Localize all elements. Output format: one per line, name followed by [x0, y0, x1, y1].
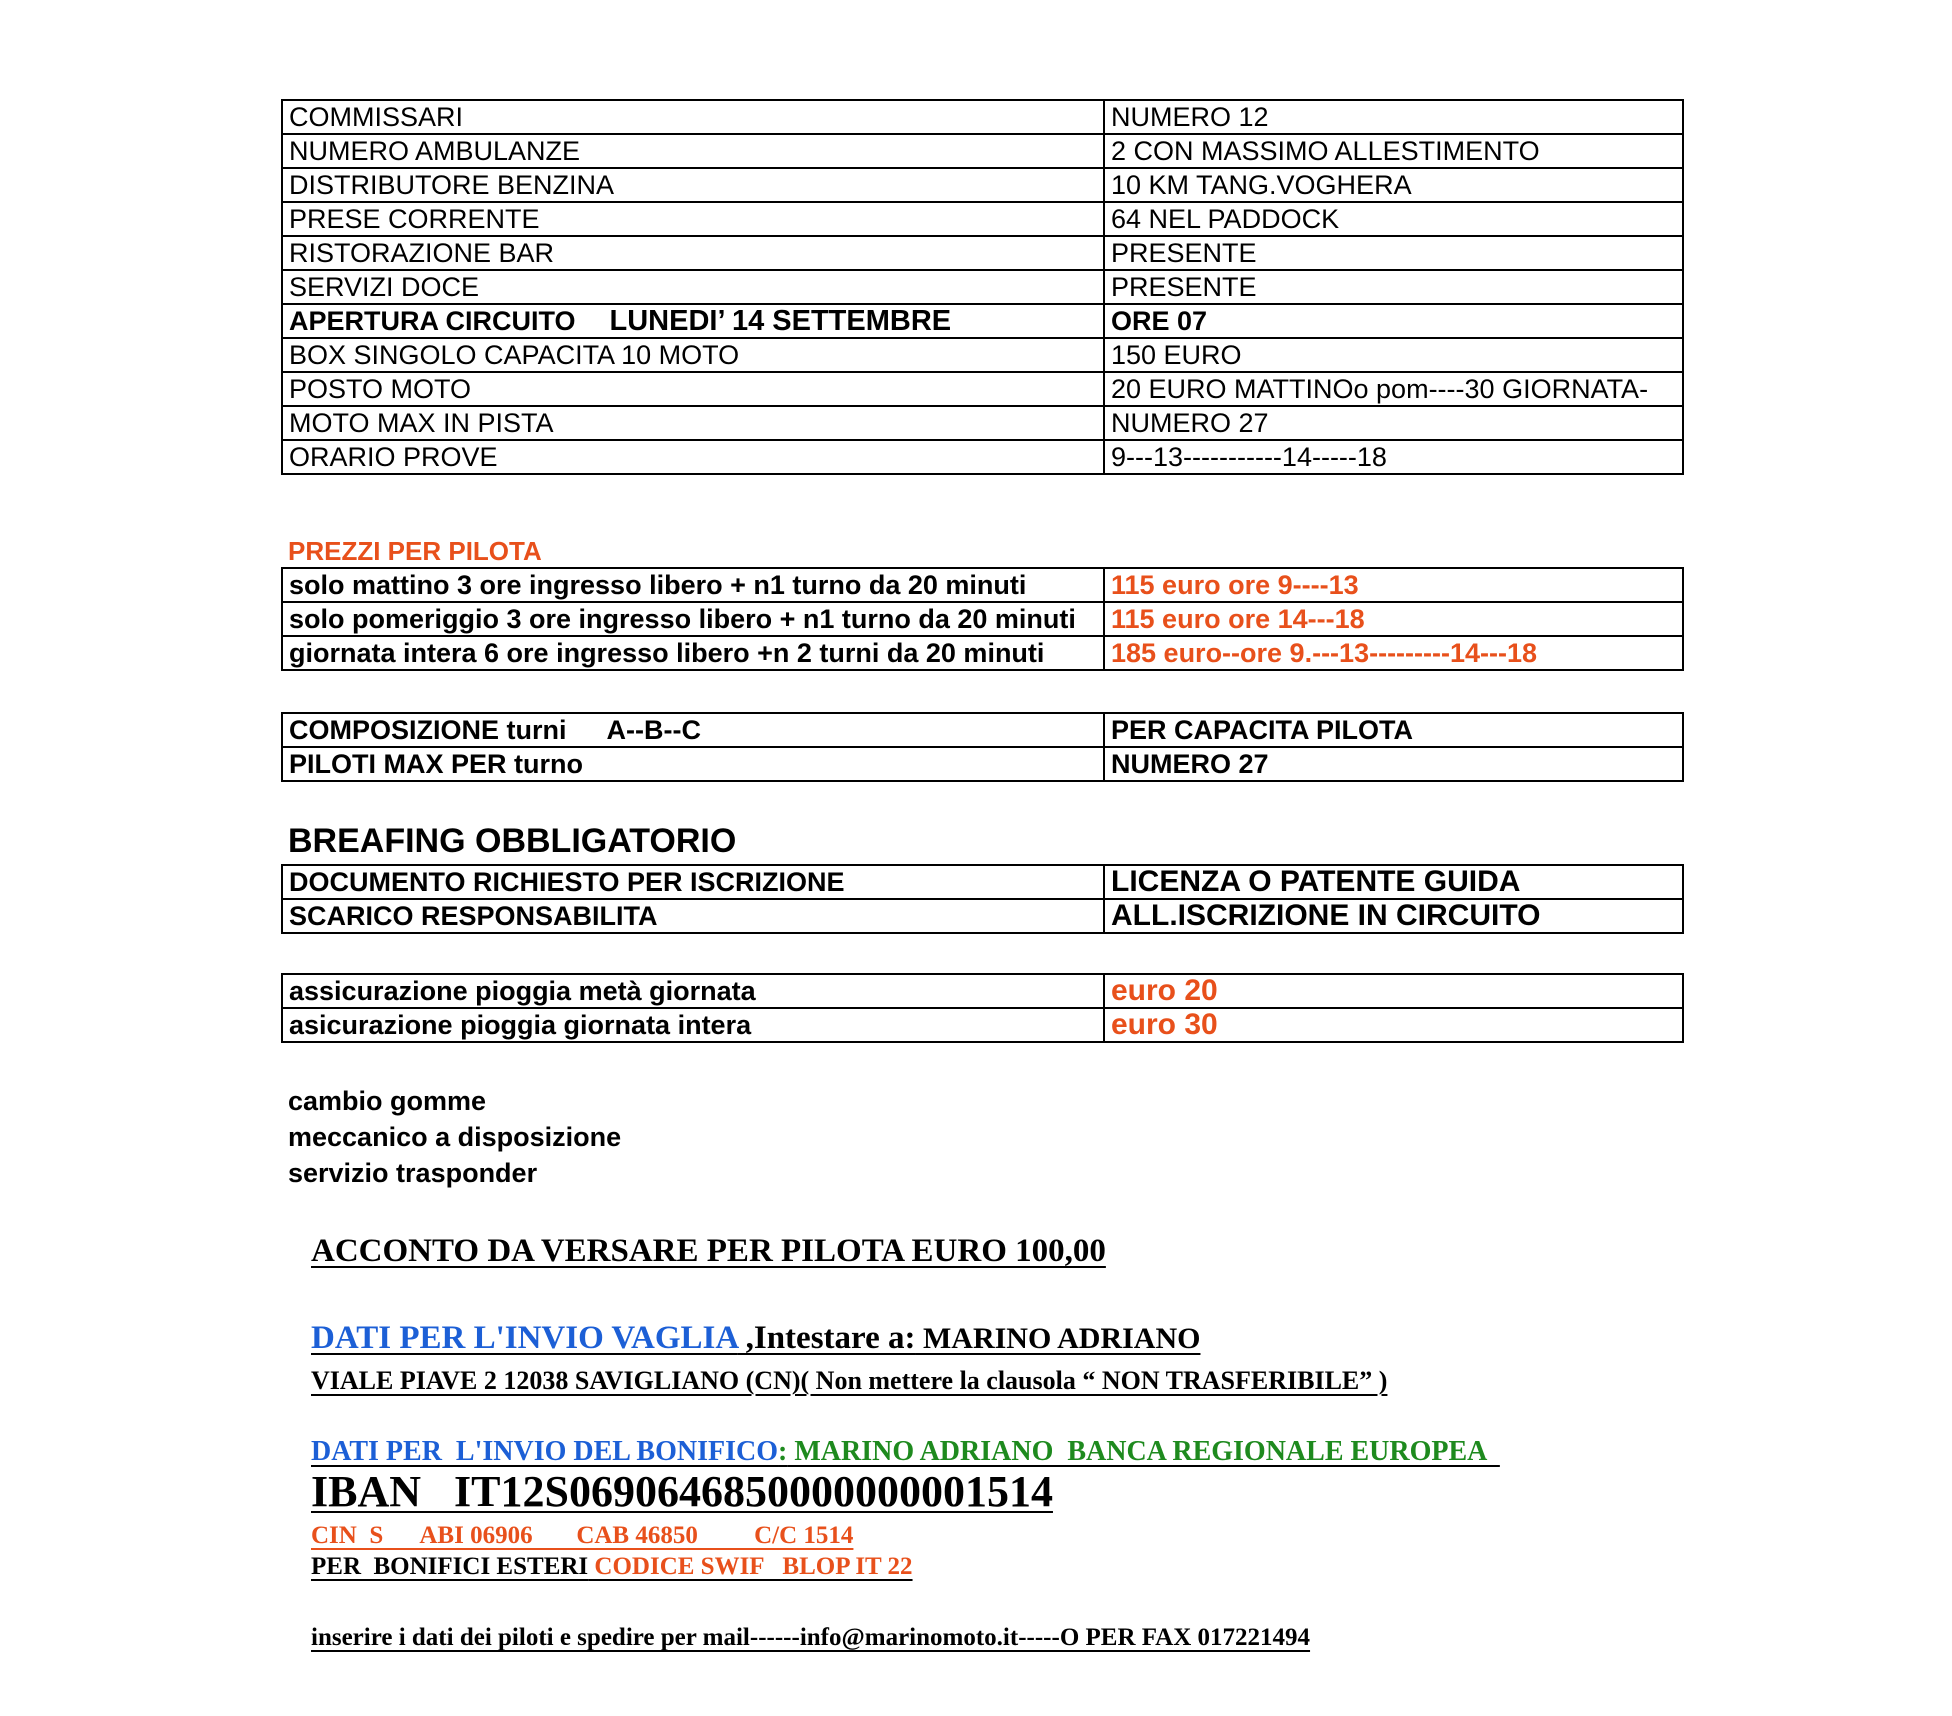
table-row [282, 899, 1683, 933]
vaglia-title: DATI PER L'INVIO VAGLIA [311, 1320, 738, 1356]
info-table [281, 99, 1684, 475]
turns-label [282, 713, 1104, 747]
footer-instructions: inserire i dati dei piloti e spedire per mail------info@marinomoto.it-----O PER FAX 017221494 [311, 1624, 1311, 1651]
info-label: ORARIO PROVE [282, 440, 1104, 474]
table-row [282, 134, 1683, 168]
info-value: PRESENTE [1104, 236, 1683, 270]
table-row [282, 372, 1683, 406]
table-row [282, 602, 1683, 636]
price-value: 185 euro--ore 9.---13---------14---18 [1104, 636, 1683, 670]
bonifico-line [311, 1436, 1500, 1468]
prices-heading: PREZZI PER PILOTA [288, 536, 542, 566]
turns-value: PER CAPACITA PILOTA [1104, 713, 1683, 747]
iban-text: IBAN IT12S0690646850000000001514 [311, 1467, 1053, 1516]
info-label: BOX SINGOLO CAPACITA 10 MOTO [282, 338, 1104, 372]
info-value: NUMERO 27 [1104, 406, 1683, 440]
document-label: DOCUMENTO RICHIESTO PER ISCRIZIONE [282, 865, 1104, 899]
document-value: ALL.ISCRIZIONE IN CIRCUITO [1104, 899, 1683, 933]
info-value: PRESENTE [1104, 270, 1683, 304]
foreign-transfer-label: PER BONIFICI ESTERI [311, 1553, 589, 1580]
table-row [282, 747, 1683, 781]
services-list [288, 1083, 621, 1191]
turns-table [281, 712, 1684, 782]
info-value: 150 EURO [1104, 338, 1683, 372]
table-row [282, 304, 1683, 338]
info-value: 10 KM TANG.VOGHERA [1104, 168, 1683, 202]
turns-value: NUMERO 27 [1104, 747, 1683, 781]
table-row [282, 974, 1683, 1008]
service-item: servizio trasponder [288, 1158, 538, 1188]
table-row [282, 168, 1683, 202]
bonifico-colon: : [778, 1436, 788, 1467]
swift-code: CODICE SWIF BLOP IT 22 [588, 1553, 913, 1580]
bonifico-details: MARINO ADRIANO BANCA REGIONALE EUROPEA [787, 1436, 1500, 1467]
info-value: ORE 07 [1104, 304, 1683, 338]
info-value: 9---13-----------14-----18 [1104, 440, 1683, 474]
table-row [282, 1008, 1683, 1042]
table-row [282, 270, 1683, 304]
table-row [282, 236, 1683, 270]
vaglia-name: MARINO ADRIANO [915, 1322, 1201, 1355]
table-row [282, 440, 1683, 474]
info-value: 64 NEL PADDOCK [1104, 202, 1683, 236]
prices-table [281, 567, 1684, 671]
price-label: solo mattino 3 ore ingresso libero + n1 turno da 20 minuti [282, 568, 1104, 602]
info-label [282, 304, 1104, 338]
info-label: SERVIZI DOCE [282, 270, 1104, 304]
opening-label: APERTURA CIRCUITO [289, 306, 576, 336]
document-value: LICENZA O PATENTE GUIDA [1104, 865, 1683, 899]
price-value: 115 euro ore 14---18 [1104, 602, 1683, 636]
foreign-transfer-line [311, 1553, 913, 1581]
info-label: COMMISSARI [282, 100, 1104, 134]
table-row [282, 568, 1683, 602]
bonifico-title: DATI PER L'INVIO DEL BONIFICO [311, 1436, 779, 1467]
vaglia-intestare: ,Intestare a: [737, 1320, 916, 1356]
table-row [282, 406, 1683, 440]
briefing-heading: BREAFING OBBLIGATORIO [288, 822, 737, 860]
info-label: NUMERO AMBULANZE [282, 134, 1104, 168]
vaglia-line [311, 1320, 1200, 1357]
table-row [282, 636, 1683, 670]
info-value: 20 EURO MATTINOo pom----30 GIORNATA- [1104, 372, 1683, 406]
insurance-table [281, 973, 1684, 1043]
document-label: SCARICO RESPONSABILITA [282, 899, 1104, 933]
info-label: MOTO MAX IN PISTA [282, 406, 1104, 440]
info-value: 2 CON MASSIMO ALLESTIMENTO [1104, 134, 1683, 168]
table-row [282, 202, 1683, 236]
documents-table [281, 864, 1684, 934]
turns-composition-label: COMPOSIZIONE turni [289, 715, 567, 745]
price-label: solo pomeriggio 3 ore ingresso libero + n1 turno da 20 minuti [282, 602, 1104, 636]
insurance-value: euro 30 [1104, 1008, 1683, 1042]
table-row [282, 713, 1683, 747]
turns-groups: A--B--C [606, 715, 701, 745]
opening-date: LUNEDI’ 14 SETTEMBRE [609, 305, 952, 337]
vaglia-address: VIALE PIAVE 2 12038 SAVIGLIANO (CN)( Non mettere la clausola “ NON TRASFERIBILE” ) [311, 1366, 1388, 1395]
insurance-label: assicurazione pioggia metà giornata [282, 974, 1104, 1008]
table-row [282, 338, 1683, 372]
info-label: DISTRIBUTORE BENZINA [282, 168, 1104, 202]
service-item: meccanico a disposizione [288, 1122, 622, 1152]
info-value: NUMERO 12 [1104, 100, 1683, 134]
bank-codes: CIN S ABI 06906 CAB 46850 C/C 1514 [311, 1522, 854, 1549]
insurance-label: asicurazione pioggia giornata intera [282, 1008, 1104, 1042]
info-label: RISTORAZIONE BAR [282, 236, 1104, 270]
insurance-value: euro 20 [1104, 974, 1683, 1008]
service-item: cambio gomme [288, 1086, 487, 1116]
table-row [282, 865, 1683, 899]
deposit-text: ACCONTO DA VERSARE PER PILOTA EURO 100,00 [311, 1233, 1106, 1269]
table-row [282, 100, 1683, 134]
price-value: 115 euro ore 9----13 [1104, 568, 1683, 602]
info-label: POSTO MOTO [282, 372, 1104, 406]
price-label: giornata intera 6 ore ingresso libero +n 2 turni da 20 minuti [282, 636, 1104, 670]
turns-label: PILOTI MAX PER turno [282, 747, 1104, 781]
info-label: PRESE CORRENTE [282, 202, 1104, 236]
